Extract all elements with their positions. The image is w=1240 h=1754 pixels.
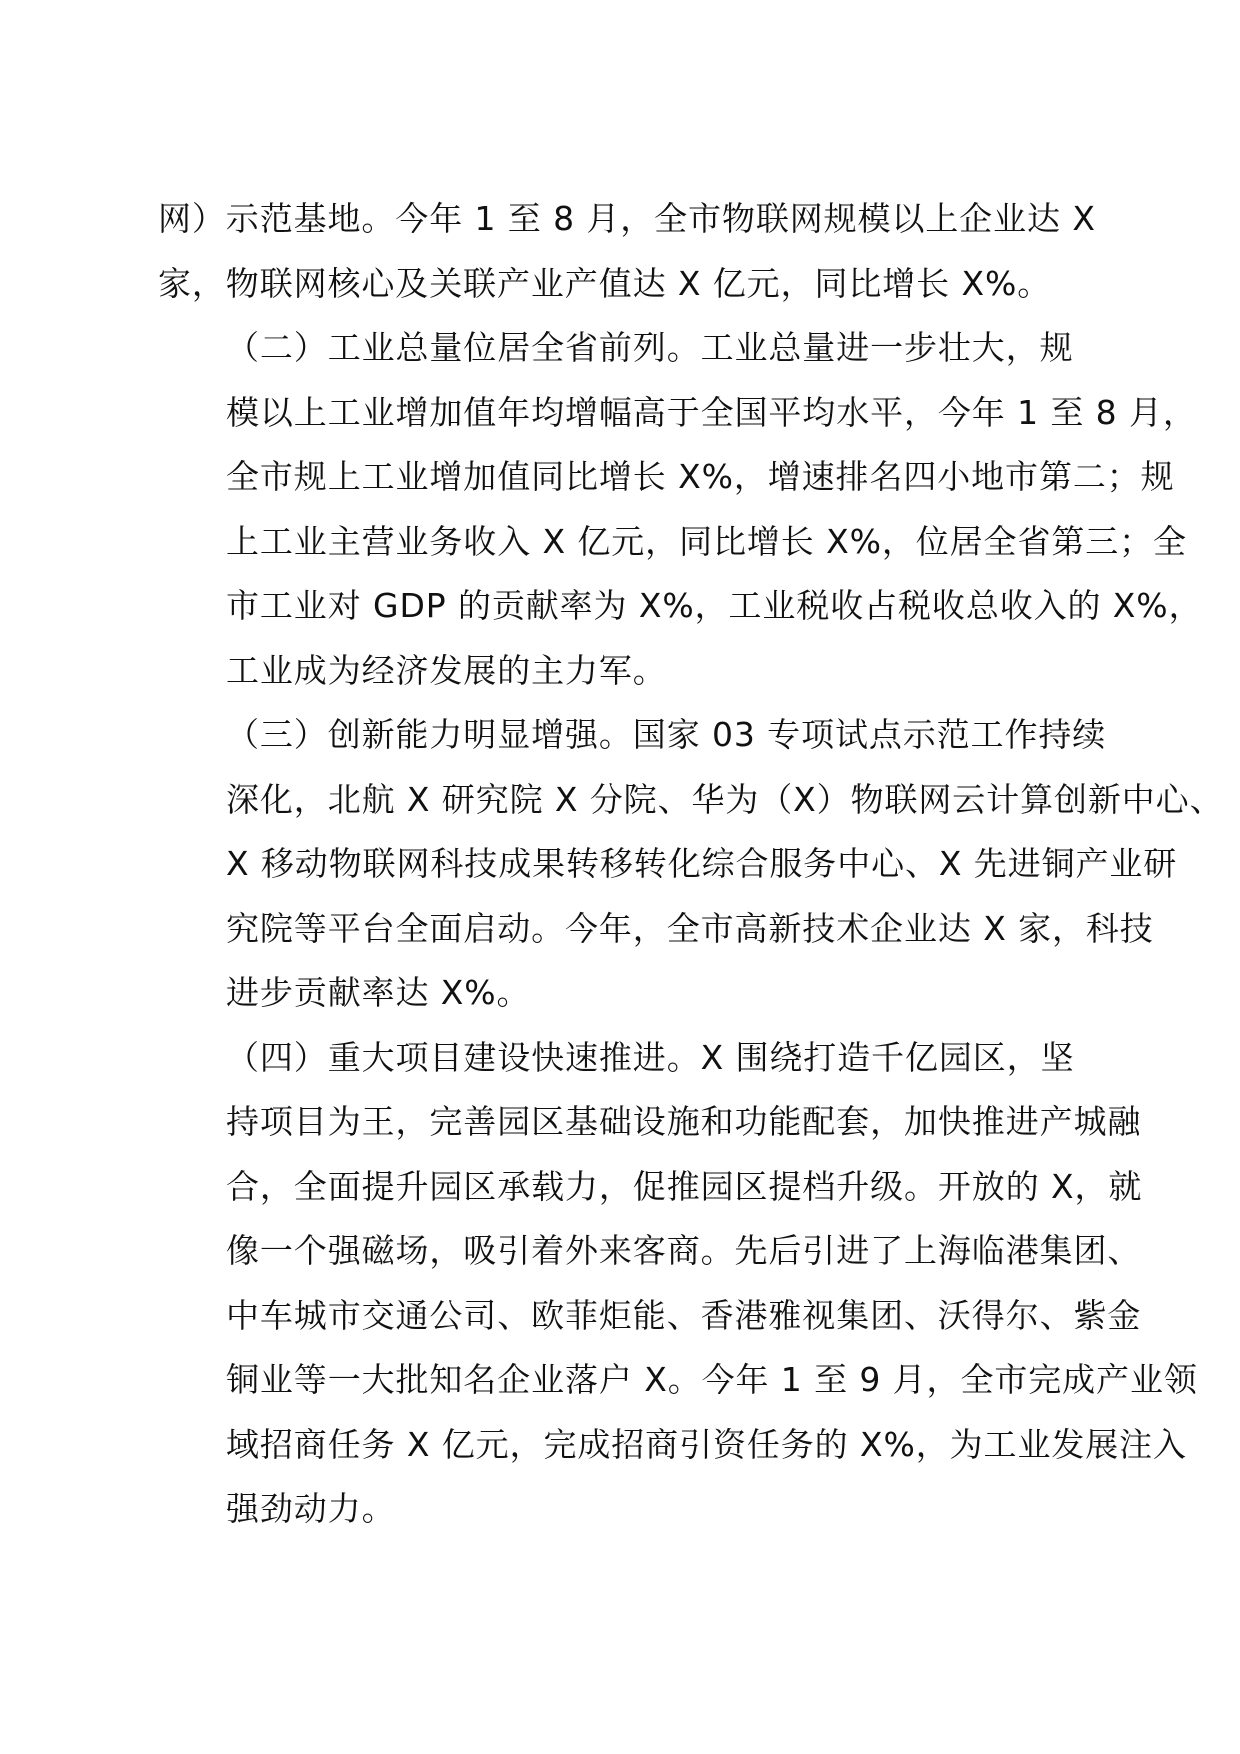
paragraph-industrial-output xyxy=(158,316,1203,703)
text-line: 合，全面提升园区承载力，促推园区提档升级。开放的 X，就 xyxy=(226,1166,1143,1206)
paragraph-innovation xyxy=(158,703,1224,1026)
text-line: 进步贡献率达 X%。 xyxy=(226,973,531,1012)
text-line: 持项目为王，完善园区基础设施和功能配套，加快推进产城融 xyxy=(226,1102,1142,1141)
text-line: 像一个强磁场，吸引着外来客商。先后引进了上海临港集团、 xyxy=(226,1231,1142,1270)
text-line: 铜业等一大批知名企业落户 X。今年 1 至 9 月，全市完成产业领 xyxy=(226,1360,1198,1399)
text-line: 中车城市交通公司、欧菲炬能、香港雅视集团、沃得尔、紫金 xyxy=(226,1295,1142,1335)
text-line: 域招商任务 X 亿元，完成招商引资任务的 X%，为工业发展注入 xyxy=(226,1424,1187,1464)
text-line: （三）创新能力明显增强。国家 03 专项试点示范工作持续 xyxy=(226,715,1107,754)
text-line: 网）示范基地。今年 1 至 8 月，全市物联网规模以上企业达 X xyxy=(158,199,1096,238)
text-line: 工业成为经济发展的主力军。 xyxy=(226,650,667,690)
text-line: （四）重大项目建设快速推进。X 围绕打造千亿园区，坚 xyxy=(226,1037,1075,1077)
text-line: 上工业主营业务收入 X 亿元，同比增长 X%，位居全省第三；全 xyxy=(226,521,1187,561)
text-line: 市工业对 GDP 的贡献率为 X%，工业税收占税收总收入的 X%， xyxy=(226,586,1203,625)
document-body xyxy=(158,187,1224,1542)
text-line: X 移动物联网科技成果转移转化综合服务中心、X 先进铜产业研 xyxy=(226,844,1178,883)
paragraph-iot-base xyxy=(158,187,1096,316)
text-line: 强劲动力。 xyxy=(226,1489,396,1528)
text-line: （二）工业总量位居全省前列。工业总量进一步壮大，规 xyxy=(226,328,1074,367)
text-line: 家，物联网核心及关联产业产值达 X 亿元，同比增长 X%。 xyxy=(158,263,1052,303)
paragraph-major-projects xyxy=(158,1026,1198,1542)
text-line: 究院等平台全面启动。今年，全市高新技术企业达 X 家，科技 xyxy=(226,908,1154,948)
text-line: 深化，北航 X 研究院 X 分院、华为（X）物联网云计算创新中心、 xyxy=(226,779,1224,819)
text-line: 模以上工业增加值年均增幅高于全国平均水平，今年 1 至 8 月， xyxy=(226,392,1197,432)
text-line: 全市规上工业增加值同比增长 X%，增速排名四小地市第二；规 xyxy=(226,457,1175,496)
